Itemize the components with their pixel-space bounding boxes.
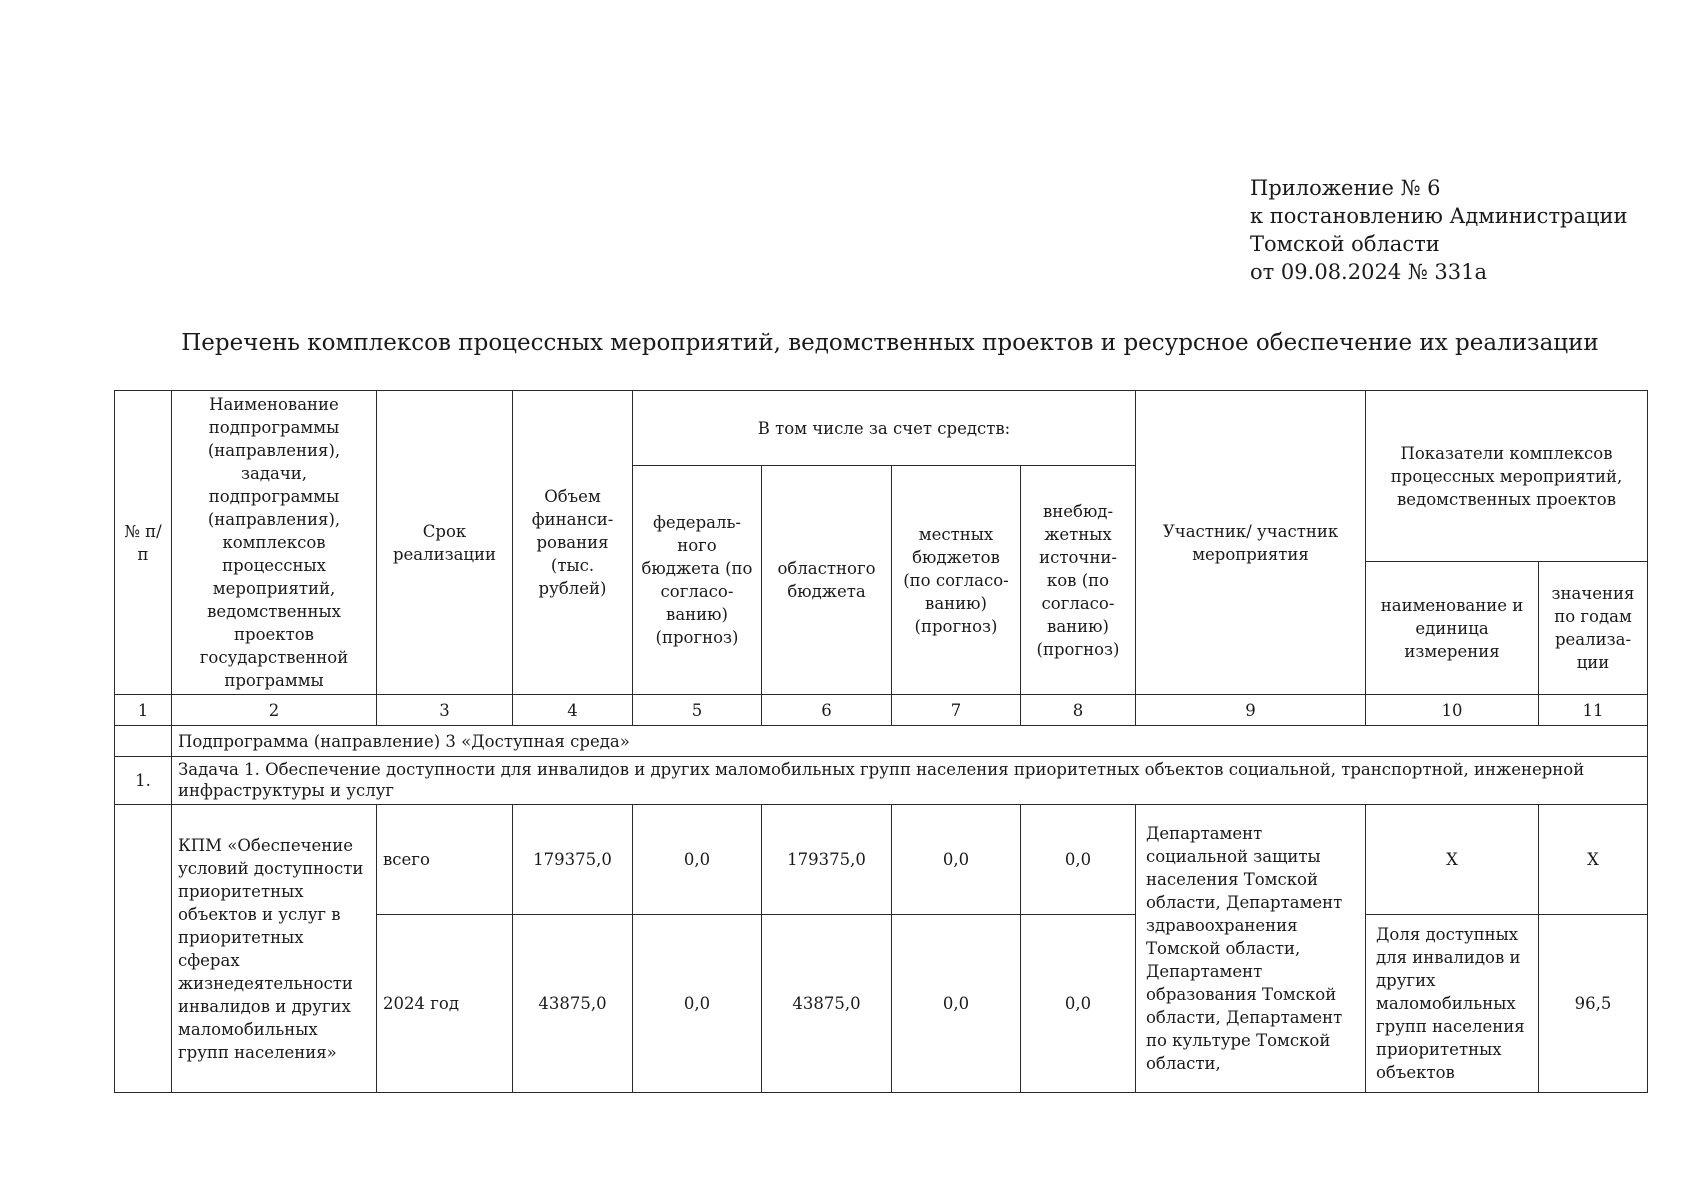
column-number: 9 xyxy=(1136,695,1366,726)
volume-cell: 179375,0 xyxy=(513,805,633,915)
local-cell: 0,0 xyxy=(892,915,1021,1093)
header-local: местных бюджетов (по согласо-ванию) (прогноз) xyxy=(892,466,1021,695)
regional-cell: 179375,0 xyxy=(762,805,892,915)
column-number: 1 xyxy=(115,695,172,726)
kpm-row-total xyxy=(115,805,1648,915)
subprogram-num-cell xyxy=(115,726,172,757)
header-including: В том числе за счет средств: xyxy=(633,391,1136,466)
kpm-name: КПМ «Обеспечение условий доступности приоритетных объектов и услуг в приоритетных сферах жизнедеятельности инвалидов и других маломобильных групп населения» xyxy=(172,805,377,1093)
indicator-name-cell: Доля доступных для инвалидов и других маломобильных групп населения приоритетных объектов xyxy=(1366,915,1539,1093)
header-offbudget: внебюд-жетных источни-ков (по согласо-ванию) (прогноз) xyxy=(1021,466,1136,695)
column-number: 6 xyxy=(762,695,892,726)
task-num: 1. xyxy=(115,757,172,805)
column-number: 5 xyxy=(633,695,762,726)
federal-cell: 0,0 xyxy=(633,915,762,1093)
appendix-line-1: Приложение № 6 xyxy=(1250,176,1441,200)
kpm-num-cell xyxy=(115,805,172,1093)
header-name: Наименование подпрограммы (направления), задачи, подпрограммы (направления), комплексов процессных мероприятий, ведомственных проектов государственной программы xyxy=(172,391,377,695)
column-number: 8 xyxy=(1021,695,1136,726)
column-number: 10 xyxy=(1366,695,1539,726)
term-cell: всего xyxy=(377,805,513,915)
indicator-value-cell: Х xyxy=(1539,805,1648,915)
appendix-block xyxy=(1250,174,1628,286)
header-indicator-values: значения по годам реализа-ции xyxy=(1539,562,1648,695)
header-num: № п/п xyxy=(115,391,172,695)
subprogram-row xyxy=(115,726,1648,757)
header-term: Срок реализации xyxy=(377,391,513,695)
appendix-line-2: к постановлению Администрации xyxy=(1250,204,1628,228)
column-number: 2 xyxy=(172,695,377,726)
column-numbers-row xyxy=(115,695,1648,726)
header-federal: федераль-ного бюджета (по согласо-ванию) (прогноз) xyxy=(633,466,762,695)
header-volume: Объем финанси-рования (тыс. рублей) xyxy=(513,391,633,695)
header-participant: Участник/ участник мероприятия xyxy=(1136,391,1366,695)
term-cell: 2024 год xyxy=(377,915,513,1093)
subprogram-title: Подпрограмма (направление) 3 «Доступная среда» xyxy=(172,726,1648,757)
header-row-1 xyxy=(115,391,1648,466)
header-indicator-name: наименование и единица измерения xyxy=(1366,562,1539,695)
federal-cell: 0,0 xyxy=(633,805,762,915)
regional-cell: 43875,0 xyxy=(762,915,892,1093)
indicator-value-cell: 96,5 xyxy=(1539,915,1648,1093)
appendix-line-3: Томской области xyxy=(1250,232,1440,256)
column-number: 4 xyxy=(513,695,633,726)
task-text: Задача 1. Обеспечение доступности для инвалидов и других маломобильных групп населения приоритетных объектов социальной, транспортной, инженерной инфраструктуры и услуг xyxy=(172,757,1648,805)
column-number: 11 xyxy=(1539,695,1648,726)
header-regional: областного бюджета xyxy=(762,466,892,695)
offbudget-cell: 0,0 xyxy=(1021,805,1136,915)
header-indicators: Показатели комплексов процессных мероприятий, ведомственных проектов xyxy=(1366,391,1648,562)
column-number: 7 xyxy=(892,695,1021,726)
offbudget-cell: 0,0 xyxy=(1021,915,1136,1093)
resource-table xyxy=(114,390,1648,1093)
indicator-name-cell: Х xyxy=(1366,805,1539,915)
volume-cell: 43875,0 xyxy=(513,915,633,1093)
local-cell: 0,0 xyxy=(892,805,1021,915)
column-number: 3 xyxy=(377,695,513,726)
task-row xyxy=(115,757,1648,805)
participant-cell: Департамент социальной защиты населения Томской области, Департамент здравоохранения Томской области, Департамент образования Томской области, Департамент по культуре Томской области, xyxy=(1136,805,1366,1093)
appendix-line-4: от 09.08.2024 № 331а xyxy=(1250,260,1487,284)
document-title: Перечень комплексов процессных мероприятий, ведомственных проектов и ресурсное обеспечение их реализации xyxy=(181,330,1599,356)
